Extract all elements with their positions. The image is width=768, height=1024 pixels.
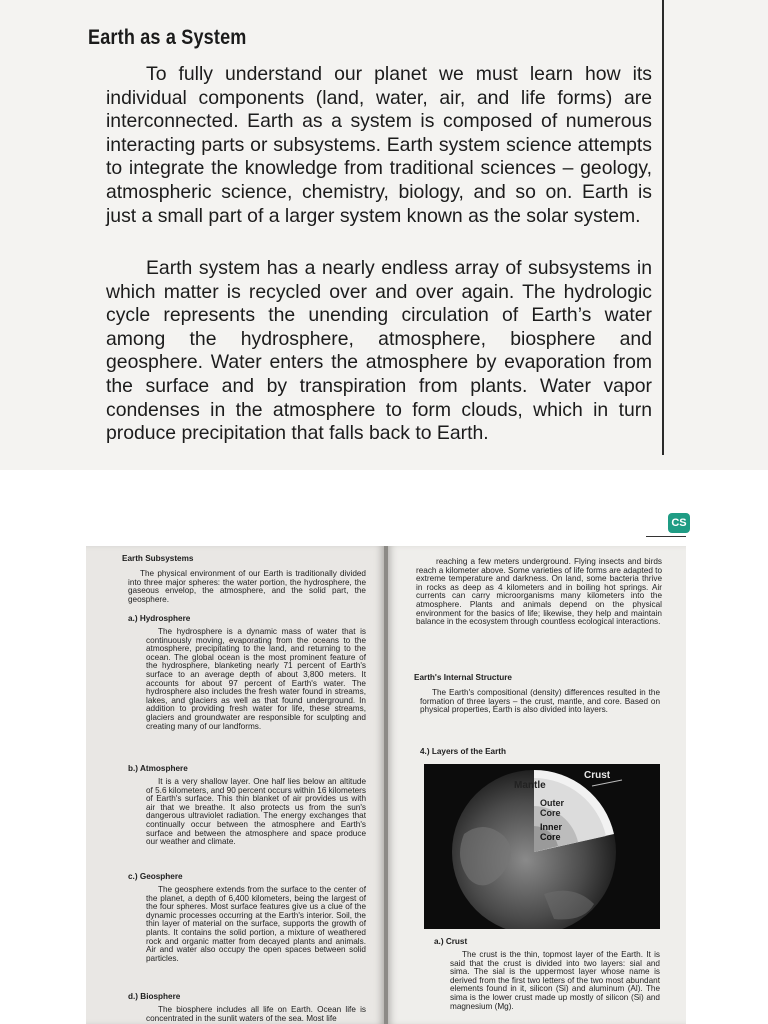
label-inner-core: Inner Core [540,822,563,842]
crust-heading: a.) Crust [434,937,468,946]
crust-text: The crust is the thin, topmost layer of the Earth. It is said that the crust is divided into two layers: sial and sima. The sial is the uppermost layer whose name is derived from the first two letters of the two most abundant elements found in it, silicon (Si) and aluminum (Al). The sima is the lower crust made up mostly of silicon (Si) and magnesium (Mg). [450,951,660,1011]
earth-subsystems-heading: Earth Subsystems [122,554,194,563]
page-edge-line [662,0,664,455]
hydrosphere-heading: a.) Hydrosphere [128,614,191,623]
biosphere-continued: reaching a few meters underground. Flying insects and birds reach a kilometer above. Some varieties of life forms are adapted to extreme temperature and darkness. On land, some bacteria thrive in rocks as deep as 4 kilometers and in boiling hot springs. Air currents can carry microorganisms many kilometers into the atmosphere. Plants and animals depend on the physical environment for the basics of life; likewise, they help and maintain balance in the ecosystem through countless ecological interactions. [416,557,662,627]
earth-layers-figure [424,764,660,929]
camscanner-badge: CS [668,513,690,533]
hydrosphere-text: The hydrosphere is a dynamic mass of water that is continuously moving, evaporating from the oceans to the atmosphere, precipitating to the land, and returning to the ocean. The global ocean is the most prominent feature of the hydrosphere, blanketing nearly 71 percent of Earth's surface to an average depth of about 3,800 meters. It accounts for about 97 percent of Earth's water. The hydrosphere also includes the fresh water found in streams, lakes, and glaciers as well as that found underground. In addition to providing fresh water for life, these streams, glaciers and groundwater are responsible for sculpting and creating many of our landforms. [146,627,366,731]
page-title: Earth as a System [88,26,247,49]
scan-header-line [646,536,686,537]
label-mantle: Mantle [514,780,546,791]
top-page [0,0,768,470]
geosphere-text: The geosphere extends from the surface to the center of the planet, a depth of 6,400 kilometers, being the largest of the four spheres. Most surface features give us a clue of the dynamic processes occurring at the Earth's interior. Soil, the thin layer of material on the surface, supports the growth of plants. It contains the solid portion, a mixture of weathered rock and organic matter from decayed plants and animals. Air and water also occupy the open spaces between solid particles. [146,885,366,963]
paragraph-2: Earth system has a nearly endless array of subsystems in which matter is recycled over and over again. The hydrologic cycle represents the unending circulation of Earth’s water among the hydrosphere, atmosphere, biosphere and geosphere. Water enters the atmosphere by evaporation from the surface and by transpiration from plants. Water vapor condenses in the atmosphere to form clouds, which in turn produce precipitation that falls back to Earth. [106,257,652,445]
internal-structure-text: The Earth's compositional (density) differences resulted in the formation of three layers – the crust, mantle, and core. Based on physical properties, Earth is also divided into layers. [420,688,660,715]
biosphere-text: The biosphere includes all life on Earth. Ocean life is concentrated in the sunlit waters of the sea. Most life [146,1006,366,1023]
label-outer-core: Outer Core [540,798,565,818]
biosphere-heading: d.) Biosphere [128,992,181,1001]
subsystems-intro: The physical environment of our Earth is traditionally divided into three major spheres: the water portion, the hydrosphere, the gaseous envelop, the atmosphere, and the solid part, the geosphere. [128,569,366,604]
figure-caption: 4.) Layers of the Earth [420,747,506,756]
atmosphere-heading: b.) Atmosphere [128,764,188,773]
internal-structure-heading: Earth's Internal Structure [414,673,512,682]
paragraph-1: To fully understand our planet we must learn how its individual components (land, water, air, and life forms) are interconnected. Earth as a system is composed of numerous interacting parts or subsystems. Earth system science attempts to integrate the knowledge from traditional sciences – geology, atmospheric science, chemistry, biology, and so on. Earth is just a small part of a larger system known as the solar system. [106,63,652,227]
geosphere-heading: c.) Geosphere [128,872,183,881]
atmosphere-text: It is a very shallow layer. One half lies below an altitude of 5.6 kilometers, and 90 percent occurs within 16 kilometers of Earth's surface. This thin blanket of air provides us with air that we breathe. It also protects us from the sun's dangerous ultraviolet radiation. The energy exchanges that continually occur between the atmosphere and Earth's surface and between the atmosphere and space produce our weather and climate. [146,777,366,847]
label-crust: Crust [584,770,611,781]
